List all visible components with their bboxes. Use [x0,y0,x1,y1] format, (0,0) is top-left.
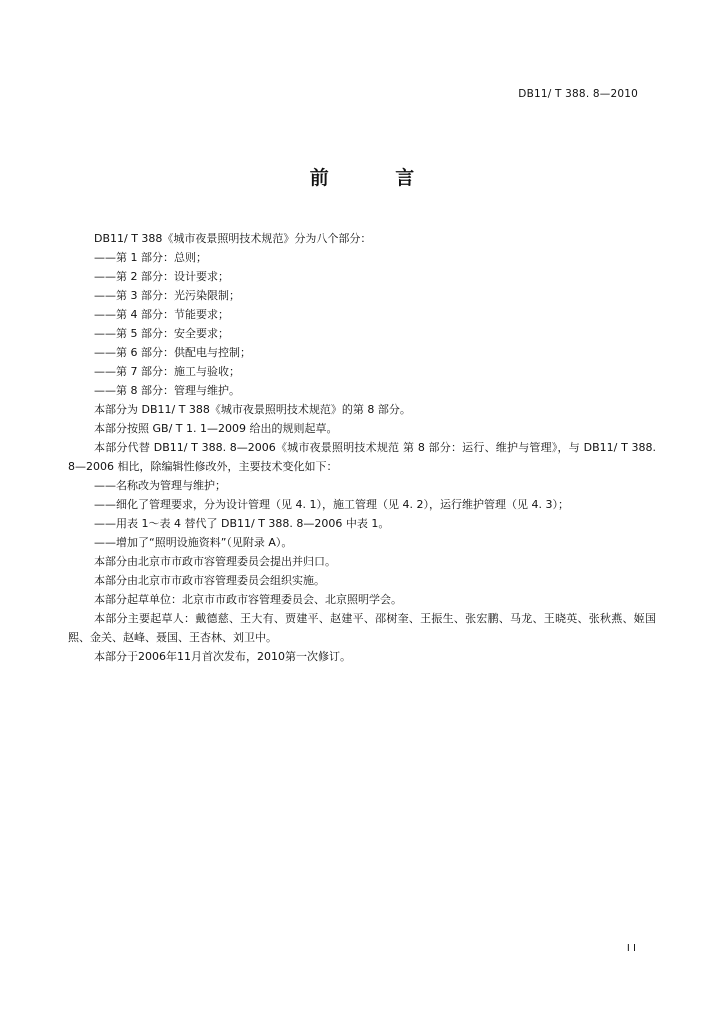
foreword-body [68,229,660,666]
paragraph: DB11/ T 388《城市夜景照明技术规范》分为八个部分： [94,232,372,245]
paragraph: 本部分主要起草人：戴德慈、王大有、贾建平、赵建平、邵树奎、王振生、张宏鹏、马龙、王晓英、张秋燕、姬国熙、金关、赵峰、聂国、王杏林、刘卫中。 [68,612,656,644]
paragraph: ——第 1 部分：总则； [94,251,207,264]
paragraph: ——第 7 部分：施工与验收； [94,365,240,378]
paragraph: ——第 8 部分：管理与维护。 [94,384,240,397]
paragraph: ——第 4 部分：节能要求； [94,308,229,321]
paragraph: 本部分代替 DB11/ T 388. 8—2006《城市夜景照明技术规范 第 8 部分：运行、维护与管理》，与 DB11/ T 388. 8—2006 相比，除编辑性修改外，主要技术变化如下： [68,441,660,473]
paragraph: 本部分按照 GB/ T 1. 1—2009 给出的规则起草。 [94,422,338,435]
paragraph: ——第 3 部分：光污染限制； [94,289,240,302]
page-number: I I [626,943,636,954]
paragraph: ——第 5 部分：安全要求； [94,327,229,340]
paragraph: ——细化了管理要求，分为设计管理（见 4. 1），施工管理（见 4. 2），运行维护管理（见 4. 3）； [94,498,569,511]
page-title: 前 言 [309,167,445,189]
paragraph: 本部分由北京市市政市容管理委员会组织实施。 [94,574,325,587]
paragraph: 本部分由北京市市政市容管理委员会提出并归口。 [94,555,336,568]
paragraph: 本部分为 DB11/ T 388《城市夜景照明技术规范》的第 8 部分。 [94,403,411,416]
paragraph: 本部分起草单位：北京市市政市容管理委员会、北京照明学会。 [94,593,402,606]
paragraph: ——增加了“照明设施资料”（见附录 A）。 [94,536,293,549]
standard-code: DB11/ T 388. 8—2010 [518,88,638,100]
paragraph: ——第 2 部分：设计要求； [94,270,229,283]
paragraph: 本部分于2006年11月首次发布，2010第一次修订。 [94,650,351,663]
paragraph: ——名称改为管理与维护； [94,479,226,492]
paragraph: ——第 6 部分：供配电与控制； [94,346,251,359]
paragraph: ——用表 1～表 4 替代了 DB11/ T 388. 8—2006 中表 1。 [94,517,390,530]
